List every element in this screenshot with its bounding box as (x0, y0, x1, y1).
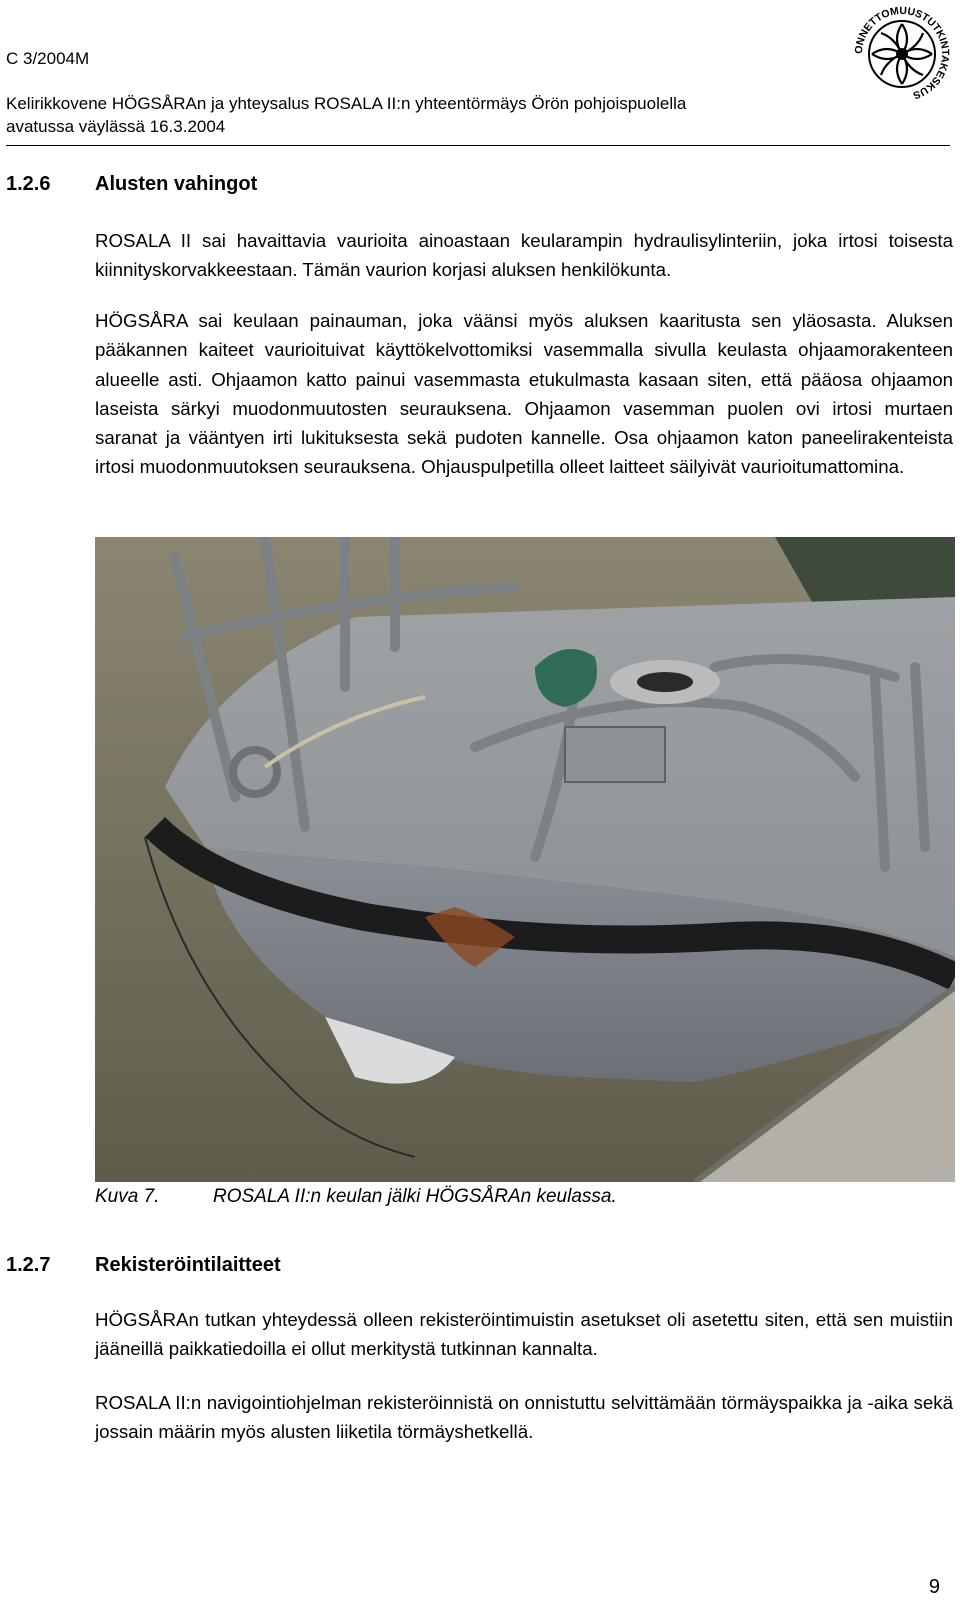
section-title: Alusten vahingot (95, 173, 258, 195)
document-code: C 3/2004M (6, 49, 90, 68)
section-number: 1.2.7 (6, 1254, 51, 1276)
logo-text: ONNETTOMUUSTUTKINTAKESKUS (852, 4, 952, 102)
report-title-line2: avatussa väylässä 16.3.2004 (6, 117, 226, 136)
paragraph: HÖGSÅRAn tutkan yhteydessä olleen rekisteröintimuistin asetukset oli asetettu siten, että sen muistiin jääneillä paikkatiedoilla ei ollut merkitystä tutkinnan kannalta. (95, 1309, 953, 1360)
section-title: Rekisteröintilaitteet (95, 1254, 281, 1276)
agency-logo (850, 2, 954, 106)
page-number: 9 (928, 1576, 940, 1598)
figure-label: Kuva 7. (95, 1186, 160, 1207)
photo-ship-bow-damage (95, 537, 955, 1182)
paragraph: HÖGSÅRA sai keulaan painauman, joka väänsi myös aluksen kaaritusta sen yläosasta. Aluksen pääkannen kaiteet vaurioituivat käyttökelvottomiksi vasemmalla sivulla keulasta ohjaamorakenteen alueelle asti. Ohjaamon katto painui vasemmasta etukulmasta kasaan siten, että pääosa ohjaamon laseista särkyi muodonmuutosten seurauksena. Ohjaamon vasemman puolen ovi irtosi murtaen saranat ja vääntyen irti lukituksesta sekä pudoten kannelle. Osa ohjaamon katon paneelirakenteista irtosi muodonmuutoksen seurauksena. Ohjauspulpetilla olleet laitteet säilyivät vaurioitumattomina. (95, 310, 953, 478)
figure-caption: ROSALA II:n keulan jälki HÖGSÅRAn keulassa. (213, 1186, 617, 1207)
paragraph: ROSALA II sai havaittavia vaurioita ainoastaan keularampin hydraulisylinteriin, joka irtosi toisesta kiinnityskorvakkeestaan. Tämän vaurion korjasi aluksen henkilökunta. (95, 230, 953, 281)
header-divider (6, 145, 950, 146)
report-title-line1: Kelirikkovene HÖGSÅRAn ja yhteysalus ROSALA II:n yhteentörmäys Örön pohjoispuolella (6, 94, 687, 113)
paragraph: ROSALA II:n navigointiohjelman rekisteröinnistä on onnistuttu selvittämään törmäyspaikka ja -aika sekä jossain määrin myös alusten liiketila törmäyshetkellä. (95, 1392, 953, 1443)
section-number: 1.2.6 (6, 173, 51, 195)
